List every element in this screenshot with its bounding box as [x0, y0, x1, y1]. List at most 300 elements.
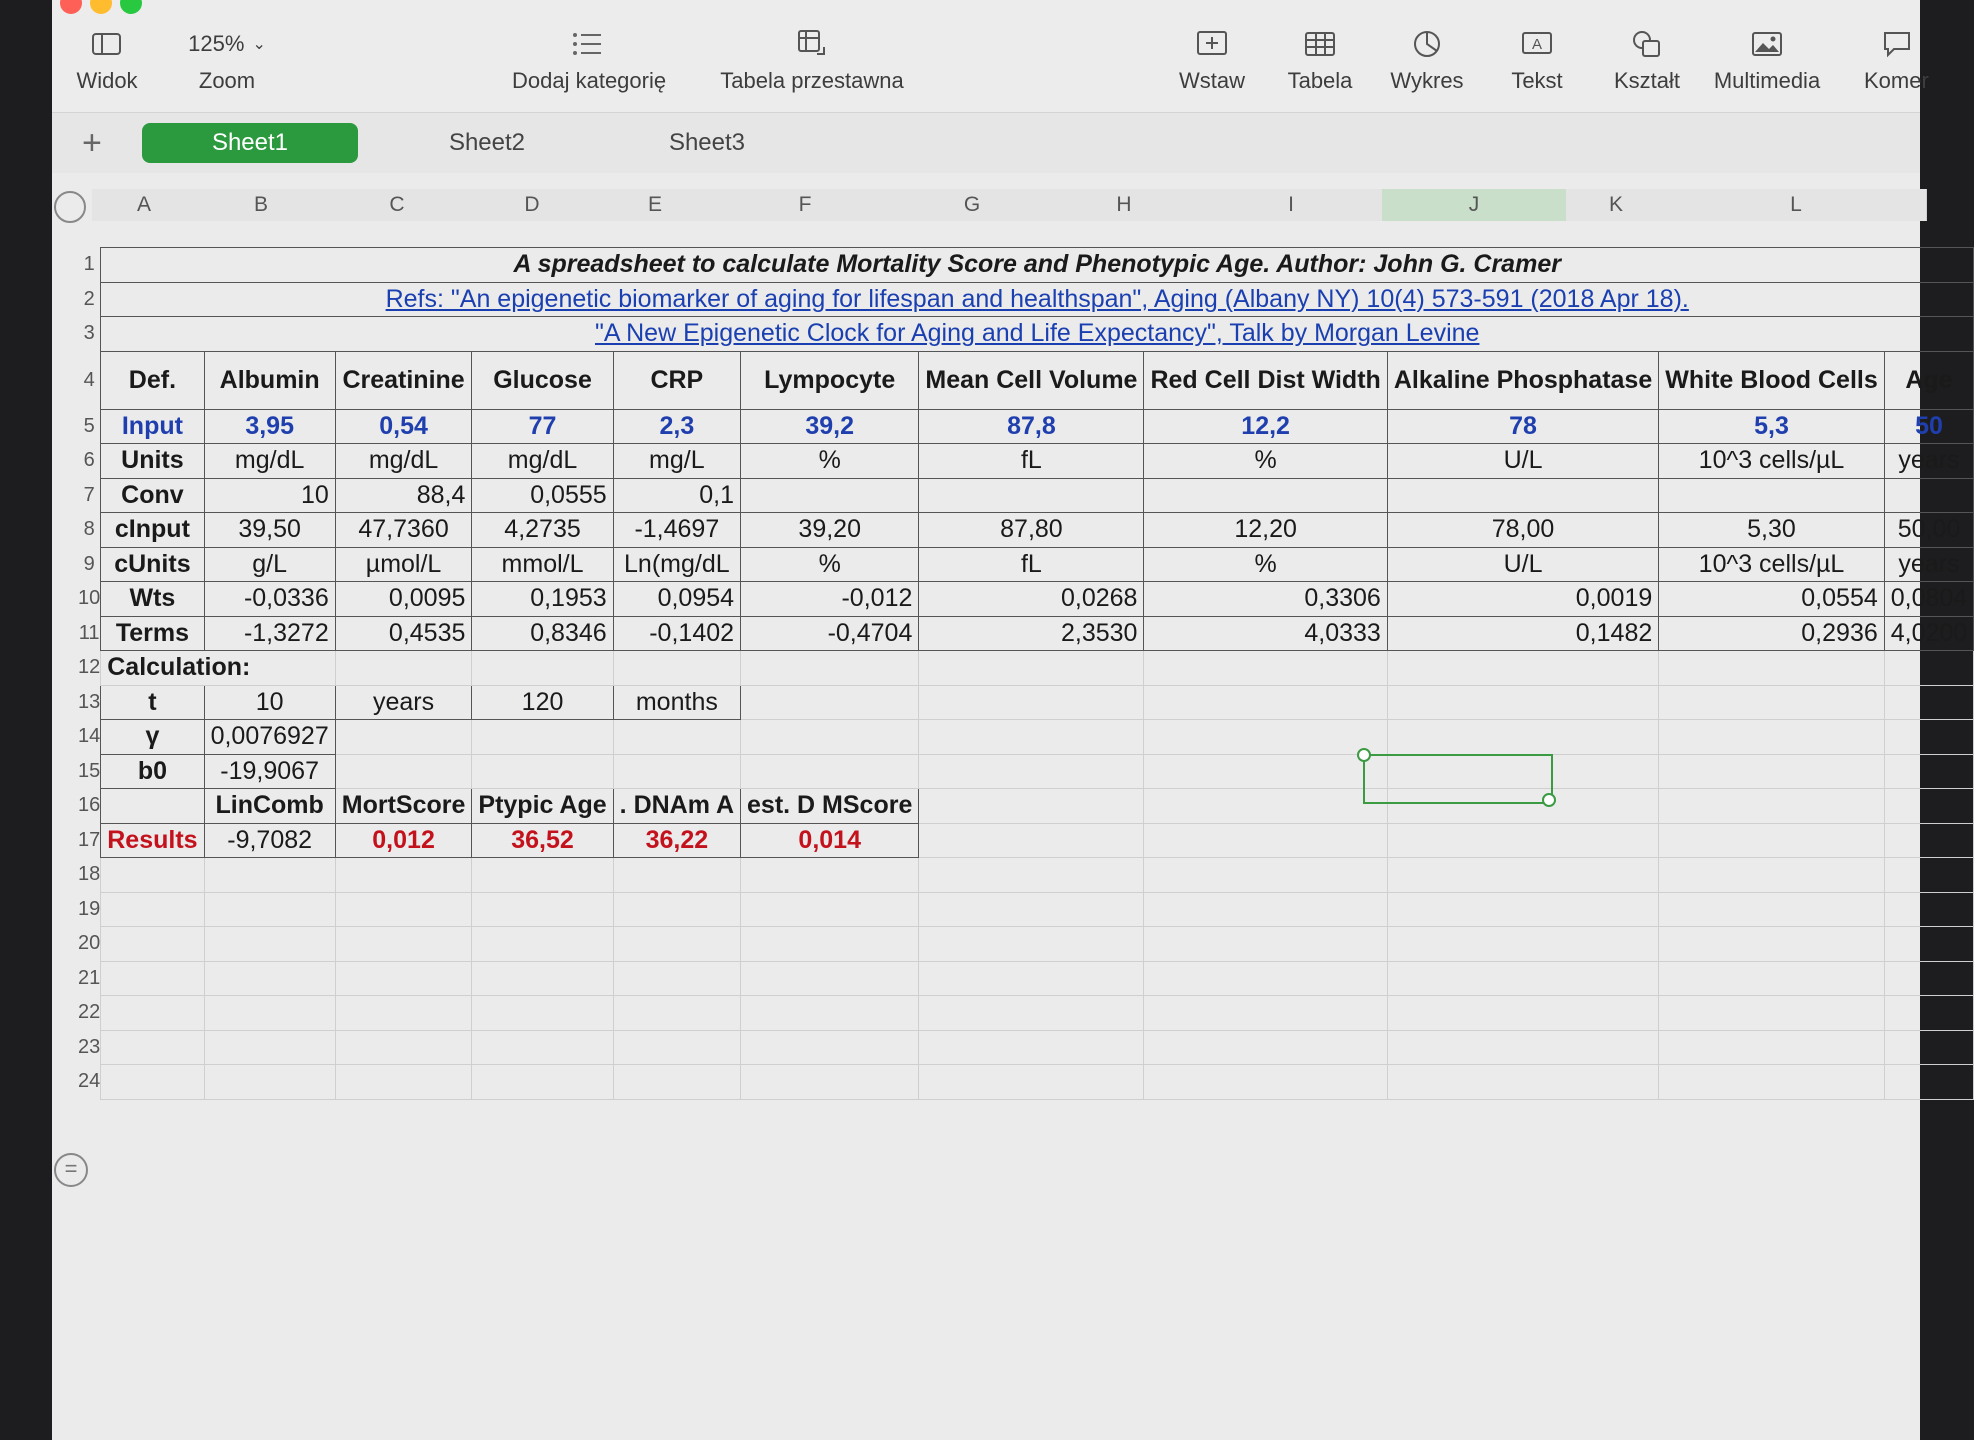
column-heading[interactable]: Creatinine	[335, 351, 472, 409]
cell[interactable]	[1387, 927, 1658, 962]
cell[interactable]	[741, 651, 919, 686]
row-number[interactable]: 12	[78, 656, 101, 679]
cell[interactable]	[101, 927, 204, 962]
results-label[interactable]: Results	[101, 823, 204, 858]
cell[interactable]	[1387, 685, 1658, 720]
table-row	[78, 927, 1974, 962]
cell[interactable]	[1659, 754, 1885, 789]
row-number[interactable]: 22	[78, 1001, 101, 1024]
weights-value[interactable]: 0,0554	[1659, 582, 1885, 617]
column-header-G[interactable]: G	[896, 189, 1049, 221]
close-window-button[interactable]	[60, 0, 82, 14]
b0-label[interactable]: b0	[101, 754, 204, 789]
row-number[interactable]: 15	[78, 759, 101, 782]
cunits-value[interactable]: years	[1884, 547, 1973, 582]
cinput-value[interactable]: 39,20	[741, 513, 919, 548]
weights-label[interactable]: Wts	[101, 582, 204, 617]
cell[interactable]	[1659, 823, 1885, 858]
cell[interactable]	[613, 961, 740, 996]
result-value[interactable]: -9,7082	[204, 823, 335, 858]
table-button[interactable]	[1280, 20, 1360, 94]
cell[interactable]	[919, 754, 1144, 789]
cell[interactable]	[472, 1030, 613, 1065]
cunits-value[interactable]: fL	[919, 547, 1144, 582]
gamma-value[interactable]: 0,0076927	[204, 720, 335, 755]
tab-sheet2[interactable]: Sheet2	[448, 129, 526, 156]
terms-value[interactable]: 4,0200	[1884, 616, 1973, 651]
tab-sheet3[interactable]: Sheet3	[668, 129, 746, 156]
conv-value[interactable]: 0,1	[613, 478, 740, 513]
terms-value[interactable]: 2,3530	[919, 616, 1144, 651]
units-value[interactable]: 10^3 cells/µL	[1659, 444, 1885, 479]
formula-button[interactable]: =	[54, 1153, 88, 1187]
cell[interactable]	[613, 858, 740, 893]
column-heading[interactable]: Age	[1884, 351, 1973, 409]
column-heading[interactable]: Albumin	[204, 351, 335, 409]
result-heading[interactable]: LinComb	[204, 789, 335, 824]
cell[interactable]	[919, 996, 1144, 1031]
result-value[interactable]: 0,012	[335, 823, 472, 858]
sidebar-icon	[92, 32, 122, 56]
column-header-bar	[52, 189, 1920, 221]
input-value[interactable]: 5,3	[1659, 409, 1885, 444]
cell[interactable]	[919, 720, 1144, 755]
selection-handle-bottom-right[interactable]	[1542, 793, 1556, 807]
input-value[interactable]: 87,8	[919, 409, 1144, 444]
calculation-label[interactable]: Calculation:	[101, 651, 336, 686]
row-number[interactable]: 14	[78, 725, 101, 748]
row-number[interactable]: 7	[83, 483, 95, 506]
row-number[interactable]: 20	[78, 932, 101, 955]
cinput-value[interactable]: 87,80	[919, 513, 1144, 548]
cell[interactable]	[101, 858, 204, 893]
cinput-value[interactable]: 12,20	[1144, 513, 1387, 548]
cell[interactable]	[101, 789, 204, 824]
comment-button[interactable]	[1852, 20, 1929, 94]
cell[interactable]	[1659, 651, 1885, 686]
column-heading[interactable]: Red Cell Dist Width	[1144, 351, 1387, 409]
row-number[interactable]: 1	[83, 253, 95, 276]
cell[interactable]	[1659, 858, 1885, 893]
weights-value[interactable]: 0,0095	[335, 582, 472, 617]
terms-value[interactable]: 0,2936	[1659, 616, 1885, 651]
cell[interactable]	[335, 892, 472, 927]
row-number[interactable]: 13	[78, 690, 101, 713]
cell[interactable]	[1884, 685, 1973, 720]
cell[interactable]	[613, 1030, 740, 1065]
weights-value[interactable]: 0,0019	[1387, 582, 1658, 617]
input-value[interactable]: 12,2	[1144, 409, 1387, 444]
cell[interactable]	[613, 996, 740, 1031]
cinput-value[interactable]: 39,50	[204, 513, 335, 548]
cell[interactable]	[1387, 823, 1658, 858]
cell[interactable]	[741, 754, 919, 789]
table-row	[78, 996, 1974, 1031]
column-heading[interactable]: White Blood Cells	[1659, 351, 1885, 409]
cell[interactable]	[335, 1065, 472, 1100]
cell[interactable]	[1659, 892, 1885, 927]
column-heading[interactable]: Alkaline Phosphatase	[1387, 351, 1658, 409]
weights-value[interactable]: 0,0268	[919, 582, 1144, 617]
cell[interactable]	[1387, 996, 1658, 1031]
input-value[interactable]: 0,54	[335, 409, 472, 444]
cell[interactable]	[1884, 754, 1973, 789]
terms-label[interactable]: Terms	[101, 616, 204, 651]
cunits-value[interactable]: 10^3 cells/µL	[1659, 547, 1885, 582]
column-header-K[interactable]: K	[1566, 189, 1667, 221]
cinput-value[interactable]: 47,7360	[335, 513, 472, 548]
cell[interactable]	[1144, 823, 1387, 858]
zoom-button[interactable]	[172, 20, 282, 94]
cell[interactable]	[1144, 858, 1387, 893]
terms-value[interactable]: 0,4535	[335, 616, 472, 651]
column-header-H[interactable]: H	[1048, 189, 1201, 221]
row-number[interactable]: 2	[83, 287, 95, 310]
sheet-title[interactable]: A spreadsheet to calculate Mortality Score and Phenotypic Age. Author: John G. Cramer	[101, 248, 1974, 283]
cell[interactable]	[919, 685, 1144, 720]
cell[interactable]	[204, 961, 335, 996]
cell[interactable]	[741, 720, 919, 755]
cell[interactable]	[1659, 927, 1885, 962]
cell[interactable]	[204, 892, 335, 927]
input-value[interactable]: 77	[472, 409, 613, 444]
cell[interactable]	[472, 892, 613, 927]
row-number[interactable]: 19	[78, 897, 101, 920]
cell[interactable]	[335, 754, 472, 789]
row-number[interactable]: 17	[78, 828, 101, 851]
result-value[interactable]: 36,22	[613, 823, 740, 858]
cell[interactable]	[1884, 1065, 1973, 1100]
units-value[interactable]: years	[1884, 444, 1973, 479]
cell[interactable]	[1144, 685, 1387, 720]
cell[interactable]	[204, 1030, 335, 1065]
cell[interactable]	[1884, 789, 1973, 824]
cell[interactable]	[741, 892, 919, 927]
column-header-I[interactable]: I	[1200, 189, 1383, 221]
column-heading[interactable]: Def.	[101, 351, 204, 409]
cinput-value[interactable]: 5,30	[1659, 513, 1885, 548]
add-sheet-button[interactable]: +	[82, 124, 102, 162]
weights-value[interactable]: -0,012	[741, 582, 919, 617]
cell[interactable]	[919, 858, 1144, 893]
cell[interactable]	[919, 1065, 1144, 1100]
cell[interactable]	[613, 651, 740, 686]
terms-value[interactable]: -1,3272	[204, 616, 335, 651]
column-heading[interactable]: Glucose	[472, 351, 613, 409]
column-heading[interactable]: Mean Cell Volume	[919, 351, 1144, 409]
units-value[interactable]: mg/L	[613, 444, 740, 479]
row-number[interactable]: 9	[83, 552, 95, 575]
cell[interactable]	[1884, 892, 1973, 927]
cell[interactable]	[741, 858, 919, 893]
cell[interactable]	[741, 927, 919, 962]
cell[interactable]	[1144, 720, 1387, 755]
input-label[interactable]: Input	[101, 409, 204, 444]
weights-value[interactable]: 0,0954	[613, 582, 740, 617]
column-header-J[interactable]: J	[1382, 189, 1567, 221]
units-value[interactable]: U/L	[1387, 444, 1658, 479]
row-number[interactable]: 10	[78, 587, 101, 610]
table-row	[78, 1065, 1974, 1100]
cunits-value[interactable]: Ln(mg/dL	[613, 547, 740, 582]
cell[interactable]	[1387, 1065, 1658, 1100]
cell[interactable]	[1884, 651, 1973, 686]
pivot-table-button[interactable]	[712, 20, 912, 94]
cinput-value[interactable]: 4,2735	[472, 513, 613, 548]
row-number[interactable]: 23	[78, 1035, 101, 1058]
cell[interactable]	[1387, 858, 1658, 893]
cell[interactable]	[613, 892, 740, 927]
t-row-cell[interactable]: years	[335, 685, 472, 720]
cell[interactable]	[472, 754, 613, 789]
conv-value[interactable]	[919, 478, 1144, 513]
input-value[interactable]: 2,3	[613, 409, 740, 444]
terms-value[interactable]: -0,1402	[613, 616, 740, 651]
cinput-value[interactable]: 50,00	[1884, 513, 1973, 548]
cell[interactable]	[919, 789, 1144, 824]
zoom-label: Zoom	[198, 68, 256, 93]
cell[interactable]	[472, 651, 613, 686]
cell[interactable]	[1884, 823, 1973, 858]
cell[interactable]	[1144, 754, 1387, 789]
cell[interactable]	[204, 927, 335, 962]
cell[interactable]	[1884, 961, 1973, 996]
units-value[interactable]: mg/dL	[335, 444, 472, 479]
row-number[interactable]: 24	[78, 1070, 101, 1093]
cell[interactable]	[335, 720, 472, 755]
t-row-cell[interactable]: months	[613, 685, 740, 720]
cunits-value[interactable]: mmol/L	[472, 547, 613, 582]
cell[interactable]	[1144, 651, 1387, 686]
cell[interactable]	[204, 996, 335, 1031]
cell[interactable]	[1884, 720, 1973, 755]
units-label[interactable]: Units	[101, 444, 204, 479]
input-value[interactable]: 78	[1387, 409, 1658, 444]
cell[interactable]	[919, 1030, 1144, 1065]
units-value[interactable]: %	[741, 444, 919, 479]
conv-value[interactable]: 88,4	[335, 478, 472, 513]
column-header-E[interactable]: E	[596, 189, 715, 221]
selection-handle-top-left[interactable]	[1357, 748, 1371, 762]
cell[interactable]	[1884, 927, 1973, 962]
row-number[interactable]: 6	[83, 449, 95, 472]
result-heading[interactable]: est. D MScore	[741, 789, 919, 824]
column-header-C[interactable]: C	[326, 189, 469, 221]
reference-link-1[interactable]: Refs: "An epigenetic biomarker of aging for lifespan and healthspan", Aging (Albany NY) 10(4) 573-591 (2018 Apr 18).	[101, 282, 1974, 317]
cell[interactable]	[101, 1065, 204, 1100]
cell[interactable]	[335, 858, 472, 893]
cell[interactable]	[741, 1030, 919, 1065]
weights-value[interactable]: 0,3306	[1144, 582, 1387, 617]
cell[interactable]	[919, 651, 1144, 686]
cell[interactable]	[472, 961, 613, 996]
cell[interactable]	[613, 720, 740, 755]
cell[interactable]	[1659, 685, 1885, 720]
cell[interactable]	[335, 1030, 472, 1065]
b0-value[interactable]: -19,9067	[204, 754, 335, 789]
conv-value[interactable]	[1387, 478, 1658, 513]
cell[interactable]	[101, 892, 204, 927]
row-number[interactable]: 16	[78, 794, 101, 817]
shape-button[interactable]	[1602, 20, 1692, 94]
cunits-label[interactable]: cUnits	[101, 547, 204, 582]
cell[interactable]	[472, 927, 613, 962]
terms-value[interactable]: 0,1482	[1387, 616, 1658, 651]
cell[interactable]	[741, 1065, 919, 1100]
cunits-value[interactable]: %	[1144, 547, 1387, 582]
cinput-label[interactable]: cInput	[101, 513, 204, 548]
cell[interactable]	[101, 961, 204, 996]
list-icon	[572, 31, 602, 57]
terms-value[interactable]: 0,8346	[472, 616, 613, 651]
cell[interactable]	[335, 651, 472, 686]
result-heading[interactable]: . DNAm A	[613, 789, 740, 824]
cell[interactable]	[1659, 1065, 1885, 1100]
cell[interactable]	[1144, 1030, 1387, 1065]
terms-value[interactable]: 4,0333	[1144, 616, 1387, 651]
cell[interactable]	[1144, 927, 1387, 962]
units-value[interactable]: fL	[919, 444, 1144, 479]
row-number[interactable]: 3	[83, 322, 95, 345]
column-heading[interactable]: CRP	[613, 351, 740, 409]
t-row-cell[interactable]: 120	[472, 685, 613, 720]
comment-icon	[1882, 30, 1912, 58]
cell[interactable]	[1387, 720, 1658, 755]
cunits-value[interactable]: µmol/L	[335, 547, 472, 582]
insert-button[interactable]	[1172, 20, 1252, 94]
conv-value[interactable]: 10	[204, 478, 335, 513]
input-value[interactable]: 3,95	[204, 409, 335, 444]
result-value[interactable]: 36,52	[472, 823, 613, 858]
cell[interactable]	[472, 720, 613, 755]
conv-value[interactable]: 0,0555	[472, 478, 613, 513]
column-header-D[interactable]: D	[468, 189, 597, 221]
conv-value[interactable]	[1659, 478, 1885, 513]
cell[interactable]	[335, 927, 472, 962]
column-header-L[interactable]: L	[1666, 189, 1927, 221]
gamma-label[interactable]: γ	[101, 720, 204, 755]
row-number[interactable]: 21	[78, 966, 101, 989]
selected-cell-J14[interactable]	[1363, 754, 1553, 804]
cell[interactable]	[1659, 789, 1885, 824]
result-value[interactable]: 0,014	[741, 823, 919, 858]
cinput-value[interactable]: 78,00	[1387, 513, 1658, 548]
weights-value[interactable]: 0,1953	[472, 582, 613, 617]
cell[interactable]	[919, 823, 1144, 858]
media-button[interactable]	[1702, 20, 1832, 94]
cell[interactable]	[204, 1065, 335, 1100]
cell[interactable]	[1387, 961, 1658, 996]
result-heading[interactable]: Ptypic Age	[472, 789, 613, 824]
shape-label: Kształt	[1613, 68, 1681, 93]
cell[interactable]	[101, 1030, 204, 1065]
cell[interactable]	[613, 1065, 740, 1100]
conv-value[interactable]	[1144, 478, 1387, 513]
cell[interactable]	[472, 858, 613, 893]
terms-value[interactable]: -0,4704	[741, 616, 919, 651]
t-row-cell[interactable]: 10	[204, 685, 335, 720]
cell[interactable]	[1659, 720, 1885, 755]
insert-label: Wstaw	[1179, 68, 1245, 93]
column-header-F[interactable]: F	[714, 189, 897, 221]
cell[interactable]	[1387, 1030, 1658, 1065]
cell[interactable]	[335, 996, 472, 1031]
row-number[interactable]: 5	[83, 414, 95, 437]
minimize-window-button[interactable]	[90, 0, 112, 14]
text-button[interactable]	[1502, 20, 1572, 94]
cell[interactable]	[1884, 996, 1973, 1031]
column-header-B[interactable]: B	[196, 189, 327, 221]
cell[interactable]	[1144, 961, 1387, 996]
row-number[interactable]: 11	[78, 621, 100, 644]
cell[interactable]	[919, 961, 1144, 996]
view-button[interactable]	[62, 20, 152, 94]
cell[interactable]	[919, 927, 1144, 962]
input-value[interactable]: 39,2	[741, 409, 919, 444]
cell[interactable]	[1659, 996, 1885, 1031]
cell[interactable]	[101, 996, 204, 1031]
tab-sheet1[interactable]: Sheet1	[142, 123, 358, 163]
chart-button[interactable]	[1382, 20, 1472, 94]
cell[interactable]	[1884, 858, 1973, 893]
add-category-button[interactable]	[512, 20, 667, 94]
cell[interactable]	[1144, 789, 1387, 824]
weights-value[interactable]: -0,0336	[204, 582, 335, 617]
result-heading[interactable]: MortScore	[335, 789, 472, 824]
cell[interactable]	[1659, 1030, 1885, 1065]
cell[interactable]	[1884, 1030, 1973, 1065]
conv-value[interactable]	[741, 478, 919, 513]
cunits-value[interactable]: %	[741, 547, 919, 582]
zoom-window-button[interactable]	[120, 0, 142, 14]
cell[interactable]	[1659, 961, 1885, 996]
cell[interactable]	[204, 858, 335, 893]
row-number[interactable]: 8	[83, 518, 95, 541]
reference-link-2[interactable]: "A New Epigenetic Clock for Aging and Life Expectancy", Talk by Morgan Levine	[101, 317, 1974, 352]
cell[interactable]	[472, 996, 613, 1031]
column-header-A[interactable]: A	[92, 189, 197, 221]
column-heading[interactable]: Lympocyte	[741, 351, 919, 409]
cunits-value[interactable]: g/L	[204, 547, 335, 582]
cell[interactable]	[1387, 651, 1658, 686]
t-row-cell[interactable]: t	[101, 685, 204, 720]
row-number[interactable]: 4	[83, 368, 95, 391]
row-number[interactable]: 18	[78, 863, 101, 886]
input-value[interactable]: 50	[1884, 409, 1973, 444]
cell[interactable]	[613, 754, 740, 789]
table-row	[78, 351, 1974, 409]
cell[interactable]	[741, 685, 919, 720]
conv-label[interactable]: Conv	[101, 478, 204, 513]
cell[interactable]	[741, 996, 919, 1031]
cell[interactable]	[919, 892, 1144, 927]
cell[interactable]	[1387, 892, 1658, 927]
weights-value[interactable]: 0,0804	[1884, 582, 1973, 617]
units-value[interactable]: mg/dL	[472, 444, 613, 479]
cell[interactable]	[335, 961, 472, 996]
units-value[interactable]: %	[1144, 444, 1387, 479]
cell[interactable]	[1144, 1065, 1387, 1100]
cell[interactable]	[613, 927, 740, 962]
cell[interactable]	[741, 961, 919, 996]
cell[interactable]	[1144, 996, 1387, 1031]
units-value[interactable]: mg/dL	[204, 444, 335, 479]
cell[interactable]	[472, 1065, 613, 1100]
cunits-value[interactable]: U/L	[1387, 547, 1658, 582]
conv-value[interactable]	[1884, 478, 1973, 513]
cell[interactable]	[1144, 892, 1387, 927]
cinput-value[interactable]: -1,4697	[613, 513, 740, 548]
